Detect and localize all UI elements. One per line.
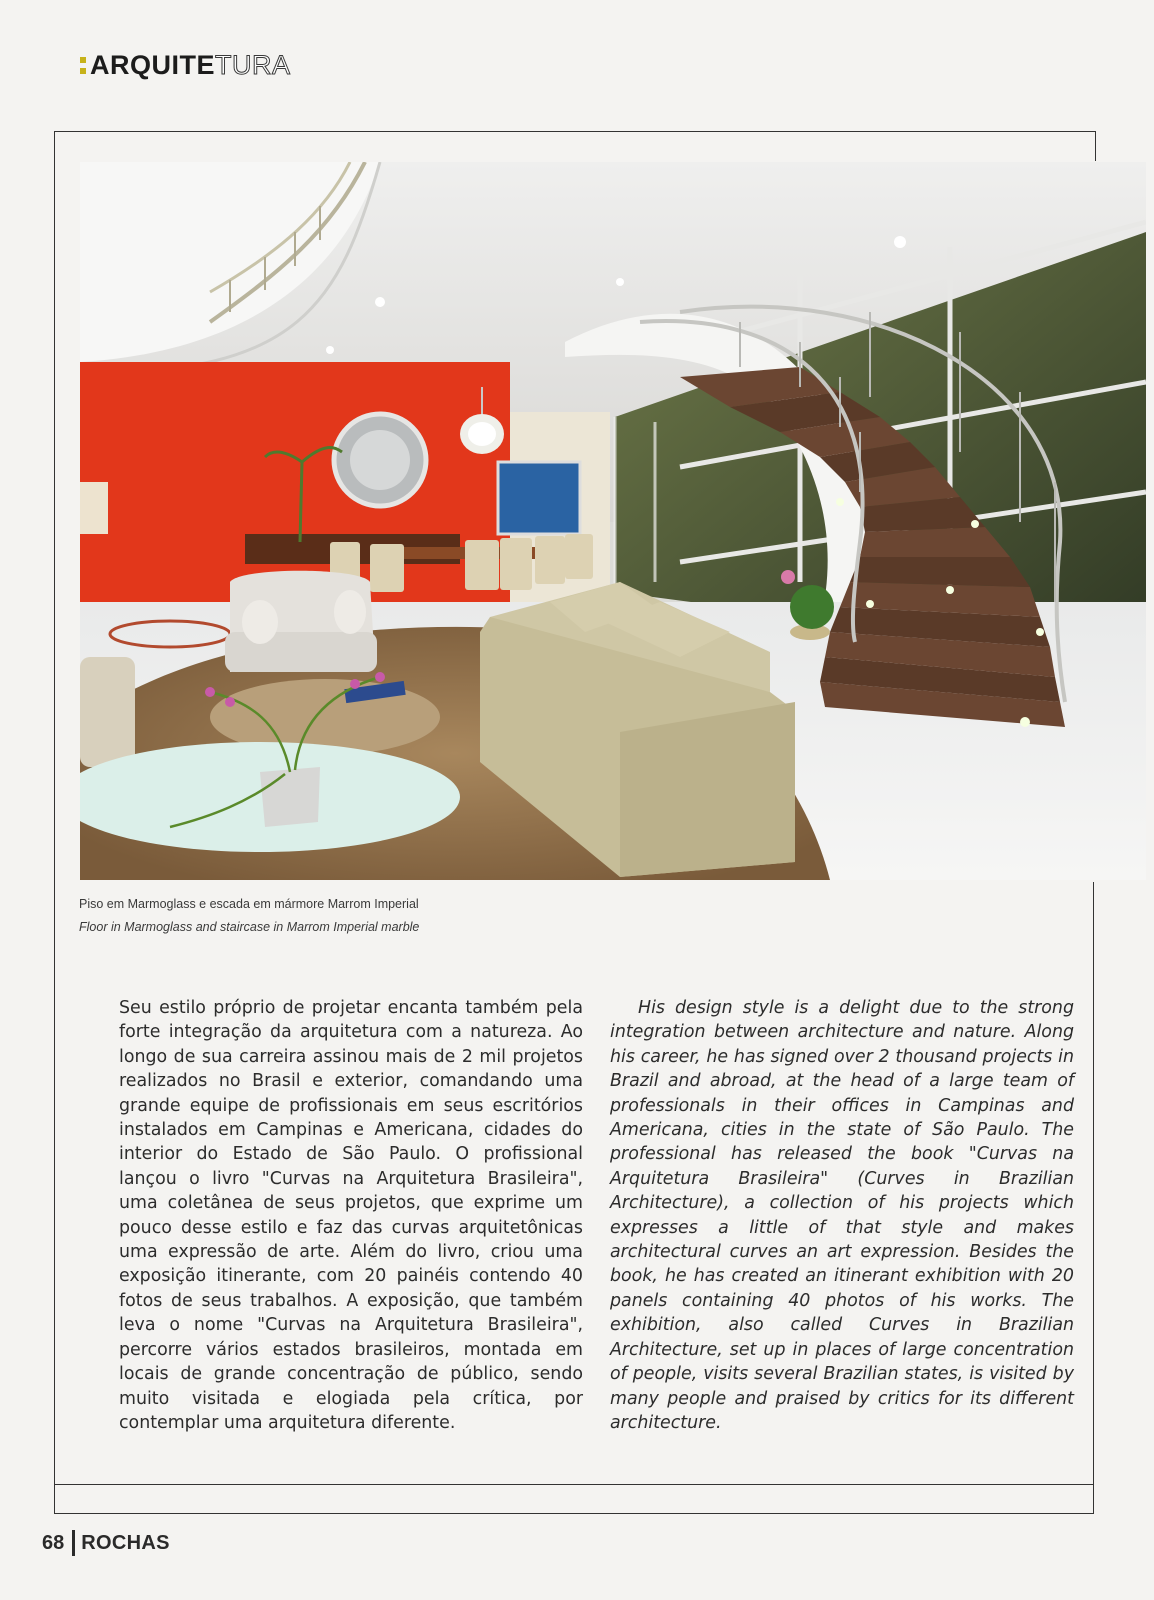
section-header xyxy=(80,48,291,82)
section-title-bold: ARQUITE xyxy=(90,49,215,80)
section-title-outline: TURA xyxy=(215,49,291,80)
page-number: 68 xyxy=(42,1531,65,1554)
frame-right-line-lower xyxy=(1093,882,1094,1513)
caption-portuguese: Piso em Marmoglass e escada em mármore Marrom Imperial xyxy=(79,897,419,911)
magazine-logo: ROCHAS xyxy=(81,1531,170,1554)
photo-caption xyxy=(79,893,419,939)
section-marker-icon xyxy=(80,57,86,74)
column-bottom-rule xyxy=(54,1484,1094,1485)
article-portuguese: Seu estilo próprio de projetar encanta também pela forte integração da arquitetura com a natureza. Ao longo de sua carreira assinou mais de 2 mil projetos realizados no Brasil e exterior, comandando uma grande equipe de profissionais em seus escritórios instalados em Campinas e Americana, cidades do interior do Estado de São Paulo. O profissional lançou o livro "Curvas na Arquitetura Brasileira", uma coletânea de seus projetos, que exprime um pouco desse estilo e faz das curvas arquitetônicas uma expressão de arte. Além do livro, criou uma exposição itinerante, com 20 painéis contendo 40 fotos de seus trabalhos. A exposição, que também leva o nome "Curvas na Arquitetura Brasileira", percorre vários estados brasileiros, montada em locais de grande concentração de público, sendo muito visitada e elogiada pela crítica, por contemplar uma arquitetura diferente. xyxy=(119,998,583,1433)
frame-bottom-line xyxy=(54,1513,1094,1514)
frame-left-line xyxy=(54,131,55,1513)
frame-right-line xyxy=(1095,131,1096,161)
page-footer xyxy=(42,1530,170,1556)
interior-photo xyxy=(80,162,1146,880)
article-english: His design style is a delight due to the strong integration between architecture and nature. Along his career, he has signed over 2 thousand projects in Brazil and abroad, at the head of a large team of professionals in their offices in Campinas and Americana, cities in the state of São Paulo. The professional has released the book "Curvas na Arquitetura Brasileira" (Curves in Brazilian Architecture), a collection of his projects which expresses a little of that style and makes architectural curves an art expression. Besides the book, he has created an itinerant exhibition with 20 panels containing 40 photos of his works. The exhibition, also called Curves in Brazilian Architecture, set up in places of large concentration of people, visits several Brazilian states, is visited by many people and praised by critics for its different architecture. xyxy=(610,998,1074,1433)
caption-english: Floor in Marmoglass and staircase in Marrom Imperial marble xyxy=(79,920,420,934)
footer-divider xyxy=(72,1530,75,1556)
interior-living-room-photo xyxy=(80,162,1146,880)
frame-top-line xyxy=(54,131,1096,132)
